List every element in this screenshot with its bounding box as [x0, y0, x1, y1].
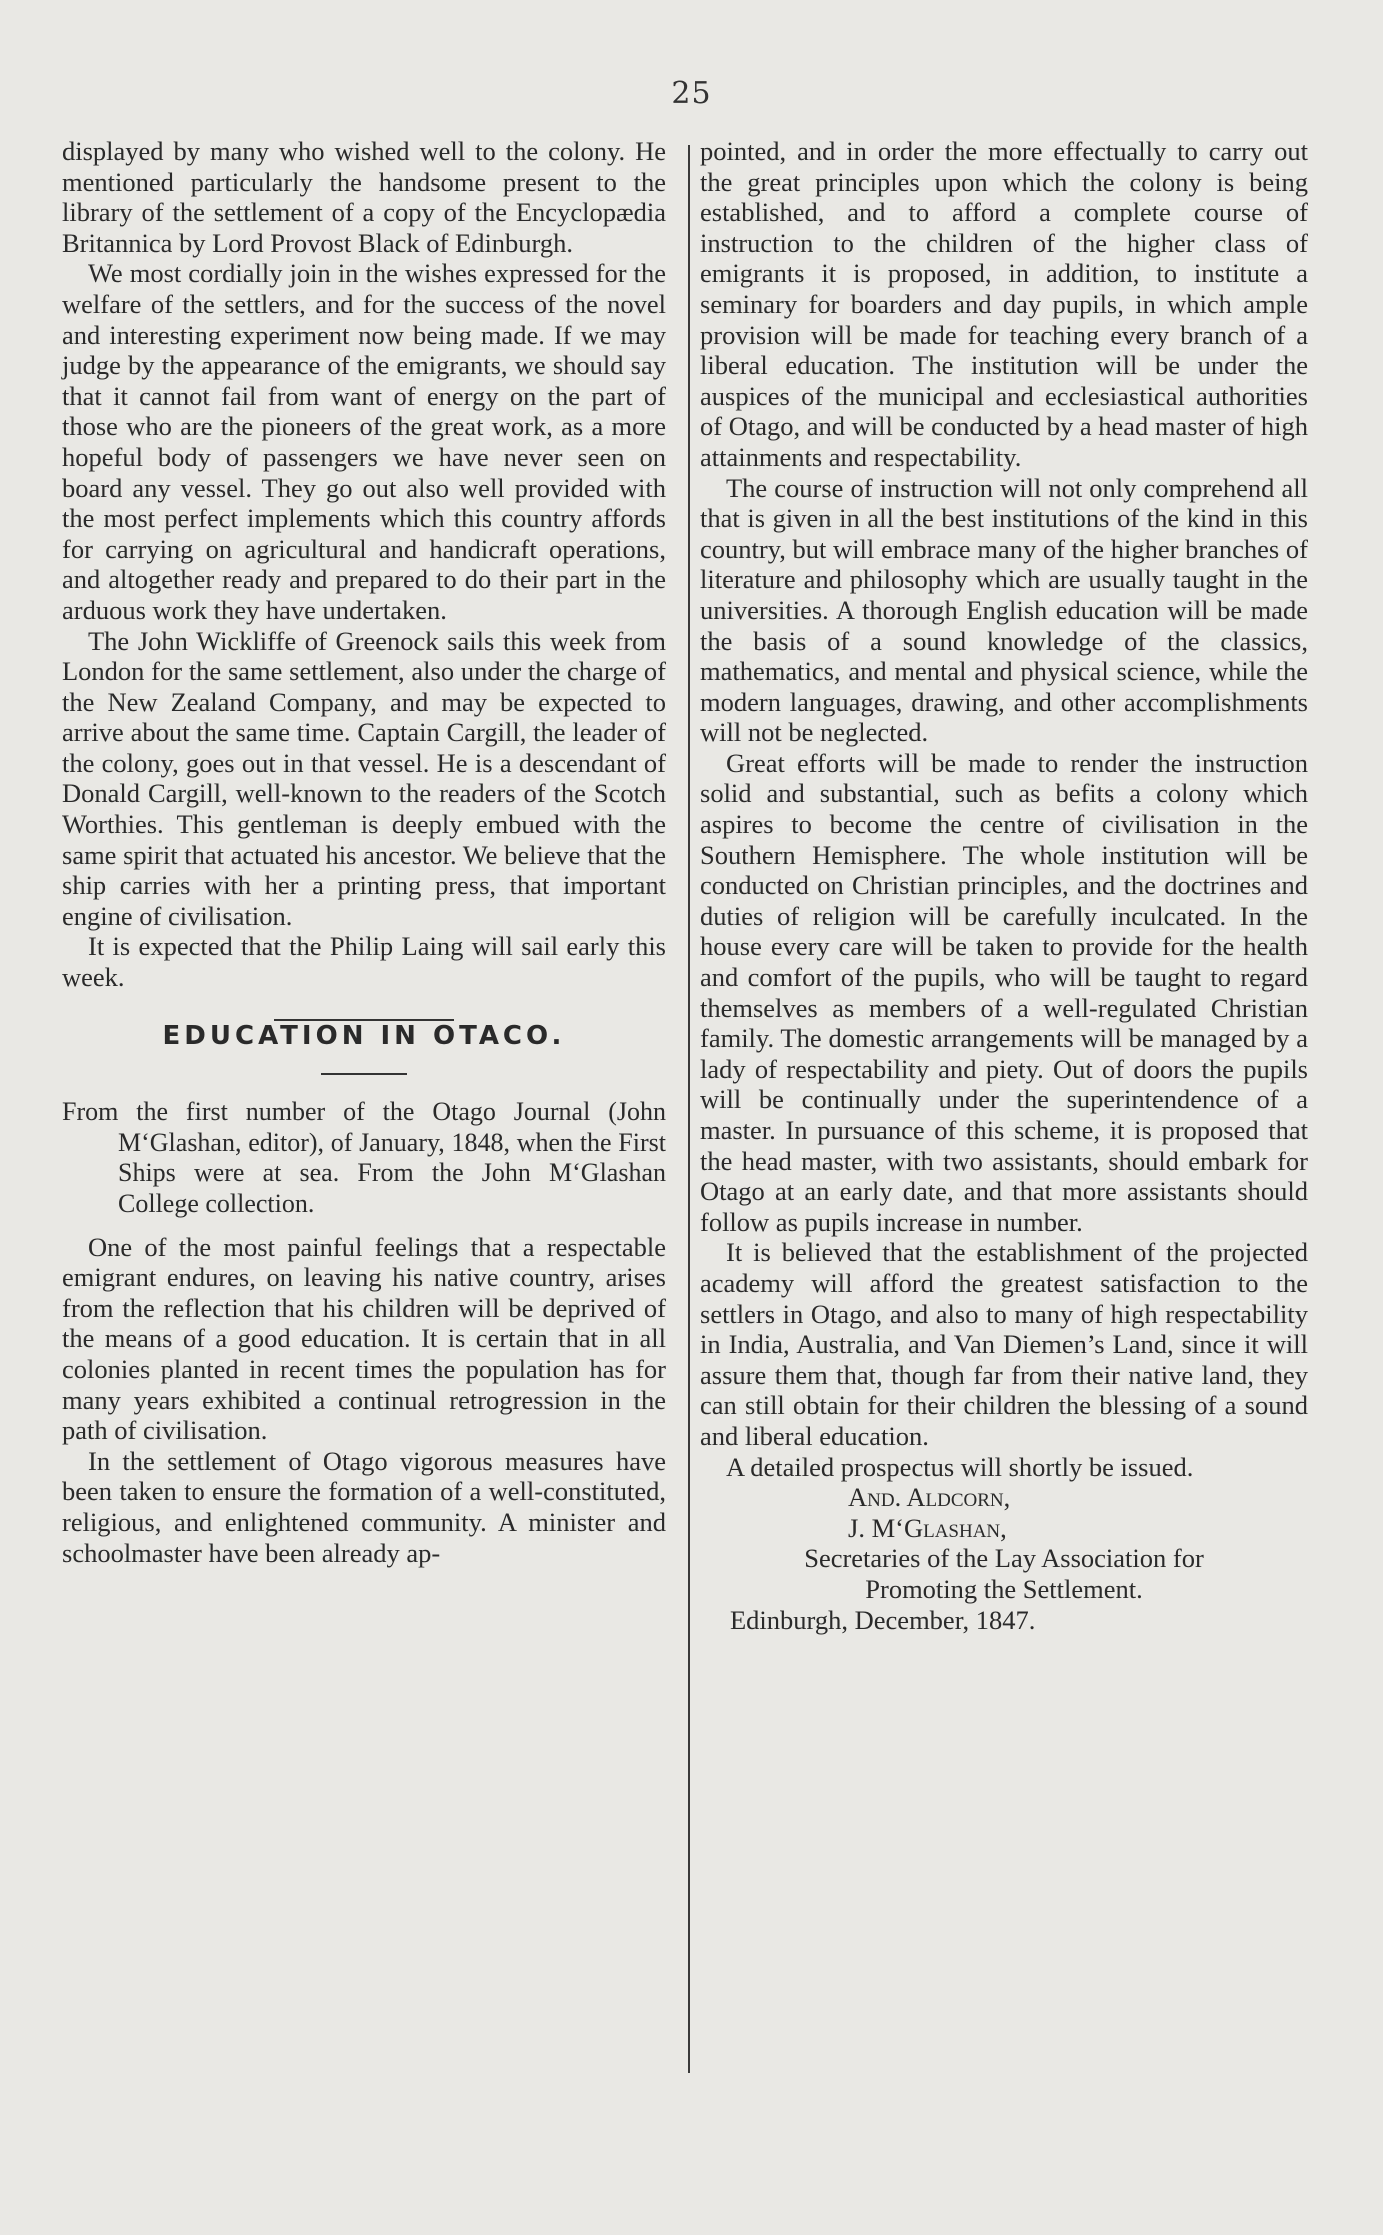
column-divider [688, 145, 690, 2073]
paragraph: We most cordially join in the wishes expressed for the welfare of the settlers, and for the success of the novel and interesting experiment now being made. If we may judge by the appearance of the emigrants, we should say that it cannot fail from want of energy on the part of those who are the pioneers of the great work, as a more hopeful body of passengers we have never seen on board any vessel. They go out also well provided with the most perfect implements which this country affords for carrying on agricultural and handicraft operations, and altogether ready and prepared to do their part in the arduous work they have undertaken. [62, 258, 666, 625]
paragraph: Great efforts will be made to render the instruction solid and substantial, such as befits a colony which aspires to become the centre of civilisation in the Southern Hemisphere. The whole institution will be conducted on Christian principles, and the doctrines and duties of religion will be carefully inculcated. In the house every care will be taken to provide for the health and comfort of the pupils, who will be taught to regard themselves as members of a well-regulated Christian family. The domestic arrangements will be managed by a lady of respectability and piety. Out of doors the pupils will be continually under the superintendence of a master. In pursuance of this scheme, it is proposed that the head master, with two assistants, should embark for Otago at an early date, and that more assistants should follow as pupils increase in number. [700, 747, 1308, 1237]
signatory-name: J. M‘Glashan, [848, 1512, 1007, 1543]
heading-rule [321, 1073, 407, 1075]
paragraph: It is believed that the establishment of the projected academy will afford the greatest satisfaction to the settlers in Otago, and also to many of high respectability in India, Australia, and Van Diemen’s Land, since it will assure them that, though far from their native land, they can still obtain for their children the blessing of a sound and liberal education. [700, 1237, 1308, 1451]
paragraph: The John Wickliffe of Greenock sails this week from London for the same settlement, also under the charge of the New Zealand Company, and may be expected to arrive about the same time. Captain Cargill, the leader of the colony, goes out in that vessel. He is a descendant of Donald Cargill, well-known to the readers of the Scotch Worthies. This gentleman is deeply embued with the same spirit that actuated his ancestor. We believe that the ship carries with her a printing press, that important engine of civilisation. [62, 625, 666, 931]
paragraph: displayed by many who wished well to the colony. He mentioned particularly the handsome present to the library of the settlement of a copy of the Encyclopædia Britannica by Lord Provost Black of Edinburgh. [62, 136, 666, 258]
section-heading: EDUCATION IN OTACO. [162, 1020, 566, 1051]
paragraph: The course of instruction will not only comprehend all that is given in all the best institutions of the kind in this country, but will embrace many of the higher branches of literature and philosophy which are usually taught in the universities. A thorough English education will be made the basis of a sound knowledge of the classics, mathematics, and mental and physical science, while the modern languages, drawing, and other accomplishments will not be neglected. [700, 472, 1308, 748]
source-note: From the first number of the Otago Journal (John M‘Glashan, editor), of January, 1848, when the First Ships were at sea. From the John M‘Glashan College collection. [62, 1097, 666, 1218]
signature-block [700, 1482, 1308, 1635]
paragraph: One of the most painful feelings that a respectable emigrant endures, on leaving his native country, arises from the reflection that his children will be deprived of the means of a good education. It is certain that in all colonies planted in recent times the population has for many years exhibited a continual retrogression in the path of civilisation. [62, 1231, 666, 1446]
signatory-title: Promoting the Settlement. [865, 1573, 1143, 1604]
signatory-name: And. Aldcorn, [848, 1482, 1011, 1513]
paragraph: pointed, and in order the more effectually to carry out the great principles upon which the colony is being established, and to afford a complete course of instruction to the children of the higher class of emigrants it is proposed, in addition, to institute a seminary for boarders and day pupils, in which ample provision will be made for teaching every branch of a liberal education. The institution will be under the auspices of the municipal and ecclesiastical authorities of Otago, and will be conducted by a head master of high attainments and respectability. [700, 136, 1308, 472]
paragraph: A detailed prospectus will shortly be issued. [726, 1451, 1194, 1482]
place-date: Edinburgh, December, 1847. [730, 1604, 1036, 1635]
paragraph: In the settlement of Otago vigorous measures have been taken to ensure the formation of a well-constituted, religious, and enlightened community. A minister and schoolmaster have been already ap- [62, 1445, 666, 1568]
right-column [700, 136, 1308, 1635]
paragraph: It is expected that the Philip Laing will sail early this week. [62, 931, 666, 993]
left-column [62, 136, 666, 1568]
page-number: 25 [671, 76, 712, 111]
signatory-title: Secretaries of the Lay Association for [804, 1543, 1204, 1574]
